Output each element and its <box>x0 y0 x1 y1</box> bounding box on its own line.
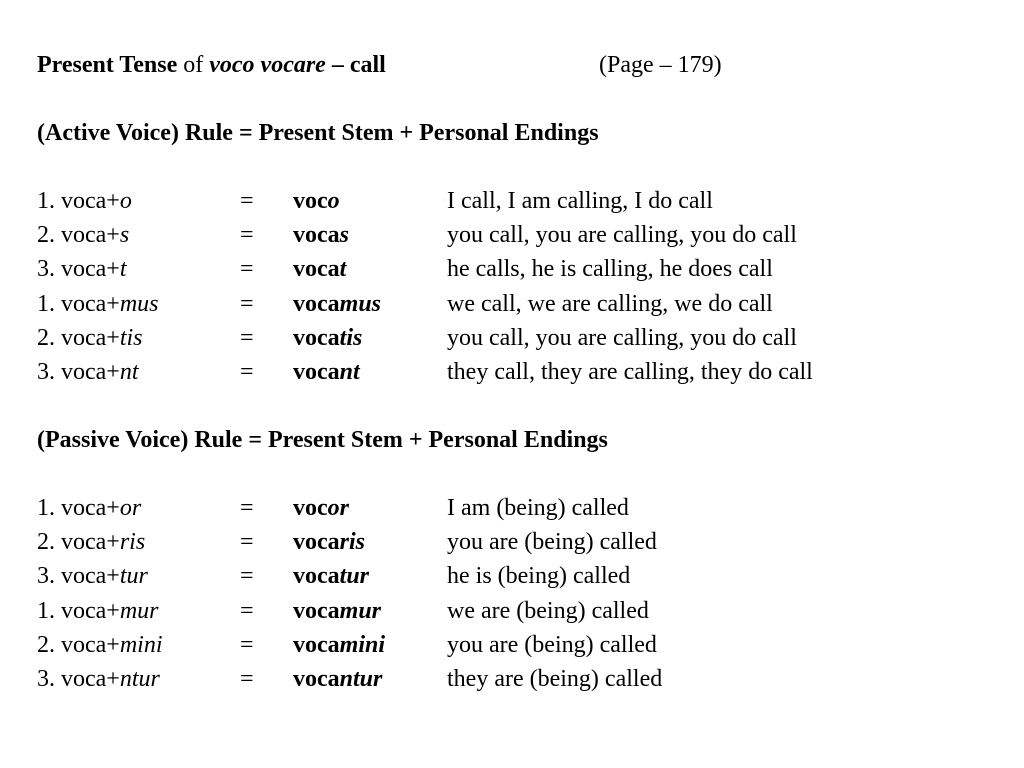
conjugated-stem: voca <box>293 666 340 692</box>
personal-ending: ntur <box>119 666 160 692</box>
stem-prefix: 1. voca+ <box>37 597 120 624</box>
translation: we are (being) called <box>447 597 649 624</box>
title-meaning: – call <box>325 52 386 78</box>
translation: I call, I am calling, I do call <box>447 188 713 214</box>
equals-sign: = <box>240 597 254 624</box>
conjugated-ending: tur <box>339 563 370 590</box>
translation: we call, we are calling, we do call <box>447 290 773 317</box>
translation: I am (being) called <box>447 495 629 521</box>
translation: they are (being) called <box>447 666 663 692</box>
equals-sign: = <box>240 222 254 249</box>
conjugated-ending: mini <box>339 631 386 658</box>
form-expression <box>37 355 139 389</box>
form-expression <box>37 287 159 321</box>
personal-ending: s <box>119 222 130 249</box>
form-expression <box>37 628 163 662</box>
stem-prefix: 1. voca+ <box>37 495 120 521</box>
personal-ending: ris <box>119 529 146 556</box>
conjugated-ending: s <box>339 222 349 249</box>
active-voice-heading: (Active Voice) Rule = Present Stem + Personal Endings <box>37 120 599 146</box>
page-reference: (Page – 179) <box>599 52 722 78</box>
conjugation-row <box>37 525 997 559</box>
conjugated-ending: mur <box>339 597 382 624</box>
title-label: Present Tense <box>37 52 178 78</box>
conjugated-ending: o <box>327 188 340 214</box>
stem-prefix: 3. voca+ <box>37 256 120 283</box>
stem-prefix: 2. voca+ <box>37 324 120 351</box>
conjugated-stem: voca <box>293 222 340 249</box>
conjugated-ending: mus <box>339 290 382 317</box>
form-expression <box>37 252 127 286</box>
title-line <box>37 48 987 82</box>
conjugated-stem: voca <box>293 529 340 556</box>
personal-ending: tis <box>119 324 143 351</box>
form-expression <box>37 491 141 525</box>
personal-ending: tur <box>119 563 148 590</box>
form-expression <box>37 184 132 218</box>
personal-ending: mus <box>119 290 159 317</box>
title-verb: voco vocare <box>209 52 326 78</box>
equals-sign: = <box>240 359 254 385</box>
translation: you call, you are calling, you do call <box>447 222 797 249</box>
personal-ending: mur <box>119 597 159 624</box>
conjugated-form <box>293 525 365 559</box>
conjugated-form <box>293 287 381 321</box>
translation: he calls, he is calling, he does call <box>447 256 773 283</box>
conjugated-form <box>293 218 349 252</box>
stem-prefix: 1. voca+ <box>37 188 120 214</box>
form-expression <box>37 662 160 696</box>
conjugated-stem: voca <box>293 324 340 351</box>
personal-ending: nt <box>119 359 139 385</box>
conjugated-ending: nt <box>339 359 360 385</box>
equals-sign: = <box>240 666 254 692</box>
conjugated-ending: ntur <box>339 666 383 692</box>
equals-sign: = <box>240 188 254 214</box>
equals-sign: = <box>240 631 254 658</box>
translation: he is (being) called <box>447 563 631 590</box>
conjugated-stem: voca <box>293 563 340 590</box>
conjugated-form <box>293 628 385 662</box>
conjugation-row <box>37 662 997 696</box>
conjugation-row <box>37 491 997 525</box>
title <box>37 48 386 82</box>
conjugation-row <box>37 594 997 628</box>
stem-prefix: 3. voca+ <box>37 666 120 692</box>
stem-prefix: 2. voca+ <box>37 631 120 658</box>
conjugated-ending: ris <box>339 529 366 556</box>
conjugated-form <box>293 355 360 389</box>
form-expression <box>37 321 143 355</box>
personal-ending: mini <box>119 631 163 658</box>
equals-sign: = <box>240 256 254 283</box>
form-expression <box>37 559 148 593</box>
equals-sign: = <box>240 290 254 317</box>
conjugated-ending: t <box>339 256 347 283</box>
conjugation-row <box>37 355 997 389</box>
form-expression <box>37 218 129 252</box>
passive-voice-heading: (Passive Voice) Rule = Present Stem + Personal Endings <box>37 427 608 453</box>
conjugation-row <box>37 287 997 321</box>
equals-sign: = <box>240 495 254 521</box>
conjugated-form <box>293 594 381 628</box>
conjugated-ending: or <box>327 495 349 521</box>
conjugation-row <box>37 559 997 593</box>
translation: you are (being) called <box>447 631 657 658</box>
conjugation-row <box>37 628 997 662</box>
conjugated-stem: voc <box>293 188 328 214</box>
equals-sign: = <box>240 529 254 556</box>
translation: you are (being) called <box>447 529 657 556</box>
personal-ending: or <box>119 495 142 521</box>
conjugated-form <box>293 321 362 355</box>
conjugated-form <box>293 559 369 593</box>
conjugated-stem: voca <box>293 290 340 317</box>
title-of: of <box>177 52 210 78</box>
conjugated-ending: tis <box>339 324 363 351</box>
conjugated-stem: voca <box>293 359 340 385</box>
conjugated-stem: voca <box>293 597 340 624</box>
stem-prefix: 3. voca+ <box>37 359 120 385</box>
conjugated-stem: voca <box>293 631 340 658</box>
conjugated-form <box>293 252 346 286</box>
conjugated-form <box>293 662 382 696</box>
conjugated-stem: voca <box>293 256 340 283</box>
stem-prefix: 1. voca+ <box>37 290 120 317</box>
personal-ending: t <box>119 256 127 283</box>
form-expression <box>37 525 145 559</box>
conjugation-row <box>37 184 997 218</box>
stem-prefix: 2. voca+ <box>37 222 120 249</box>
form-expression <box>37 594 159 628</box>
translation: they call, they are calling, they do call <box>447 359 813 385</box>
conjugation-row <box>37 218 997 252</box>
conjugated-form <box>293 491 349 525</box>
translation: you call, you are calling, you do call <box>447 324 797 351</box>
conjugated-stem: voc <box>293 495 328 521</box>
equals-sign: = <box>240 324 254 351</box>
conjugation-row <box>37 321 997 355</box>
stem-prefix: 3. voca+ <box>37 563 120 590</box>
conjugated-form <box>293 184 340 218</box>
stem-prefix: 2. voca+ <box>37 529 120 556</box>
personal-ending: o <box>119 188 132 214</box>
conjugation-row <box>37 252 997 286</box>
equals-sign: = <box>240 563 254 590</box>
